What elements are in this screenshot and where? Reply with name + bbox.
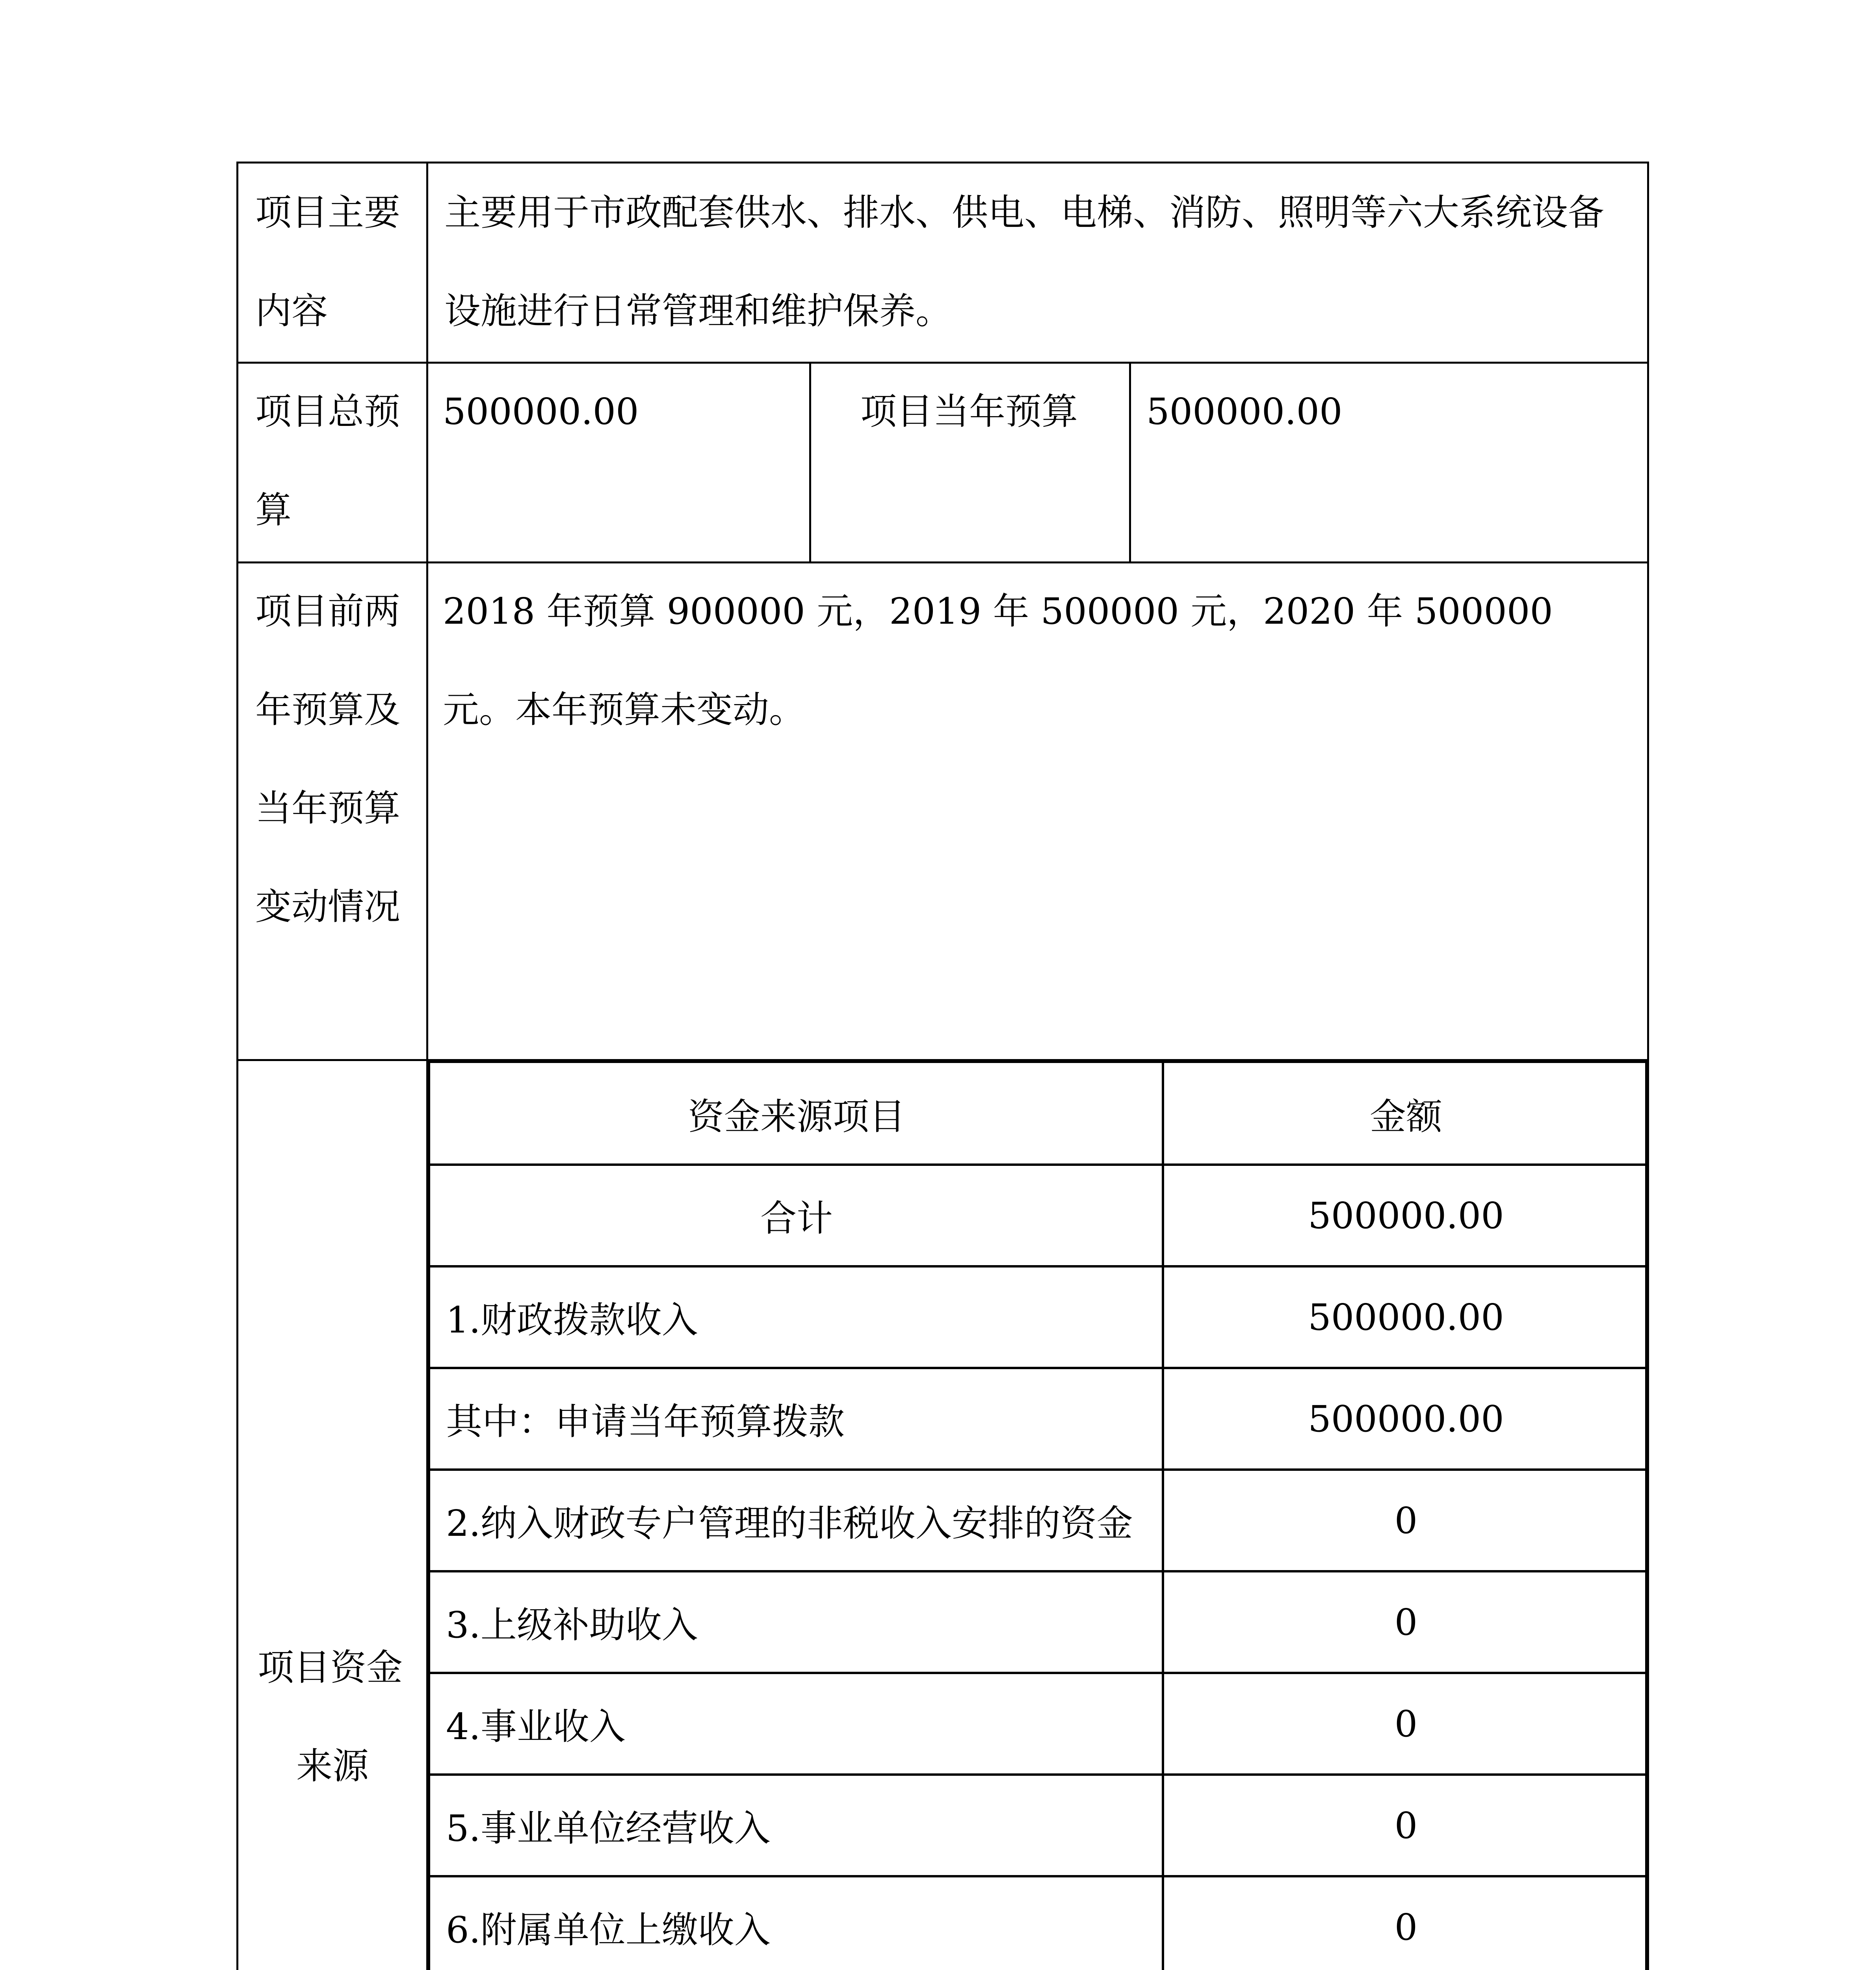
total-budget-label-line2: 算 — [255, 489, 292, 531]
budget-cell-divider — [809, 362, 811, 563]
history-label-line3: 当年预算 — [255, 787, 401, 829]
history-label-line2: 年预算及 — [255, 689, 401, 731]
label-column-divider — [426, 162, 428, 1061]
history-label-line1: 项目前两 — [255, 590, 401, 632]
funding-item-amount: 0 — [1394, 1804, 1418, 1847]
funding-row — [430, 1571, 1645, 1673]
funding-item-amount: 500000.00 — [1308, 1296, 1504, 1338]
funding-header-row — [430, 1063, 1645, 1165]
funding-row — [430, 1470, 1645, 1571]
funding-row — [430, 1673, 1645, 1775]
current-budget-value: 500000.00 — [1146, 390, 1343, 433]
funding-row — [430, 1876, 1645, 1970]
funding-row — [430, 1266, 1645, 1368]
current-budget-label: 项目当年预算 — [860, 390, 1078, 433]
funding-row — [430, 1368, 1645, 1470]
main-content-label-line2: 内容 — [255, 290, 328, 332]
funding-item-name: 4.事业收入 — [446, 1706, 626, 1748]
funding-sources-table — [426, 1059, 1649, 1970]
funding-label-line1: 项目资金 — [258, 1647, 403, 1689]
budget-cell-divider — [1129, 362, 1131, 563]
history-label-line4: 变动情况 — [255, 886, 401, 928]
funding-item-amount: 0 — [1394, 1906, 1418, 1948]
funding-item-name: 合计 — [760, 1197, 833, 1240]
funding-item-amount: 0 — [1394, 1702, 1418, 1745]
funding-item-amount: 500000.00 — [1308, 1194, 1504, 1237]
funding-row — [430, 1775, 1645, 1876]
history-text: 2018 年预算 900000 元，2019 年 500000 元，2020 年 500000 元。本年预算未变动。 — [443, 590, 1553, 731]
funding-item-name: 1.财政拨款收入 — [446, 1299, 698, 1341]
funding-item-amount: 0 — [1394, 1499, 1418, 1542]
row-divider — [236, 362, 1649, 364]
funding-item-name: 2.纳入财政专户管理的非税收入安排的资金 — [446, 1502, 1133, 1544]
main-content-text: 主要用于市政配套供水、排水、供电、电梯、消防、照明等六大系统设备设施进行日常管理和维护保养。 — [444, 191, 1605, 332]
funding-item-amount: 500000.00 — [1308, 1398, 1504, 1440]
funding-header-item: 资金来源项目 — [687, 1096, 905, 1138]
funding-item-name: 其中：申请当年预算拨款 — [446, 1401, 845, 1443]
funding-item-amount: 0 — [1394, 1601, 1418, 1643]
total-budget-label-line1: 项目总预 — [255, 390, 401, 433]
funding-item-name: 5.事业单位经营收入 — [446, 1807, 771, 1849]
main-content-label-line1: 项目主要 — [255, 191, 401, 234]
total-budget-value: 500000.00 — [443, 390, 639, 433]
funding-label-line2: 来源 — [296, 1745, 369, 1787]
funding-header-amount: 金额 — [1369, 1096, 1442, 1138]
funding-row-total — [430, 1165, 1645, 1266]
funding-item-name: 6.附属单位上缴收入 — [446, 1909, 771, 1951]
funding-item-name: 3.上级补助收入 — [446, 1604, 698, 1646]
